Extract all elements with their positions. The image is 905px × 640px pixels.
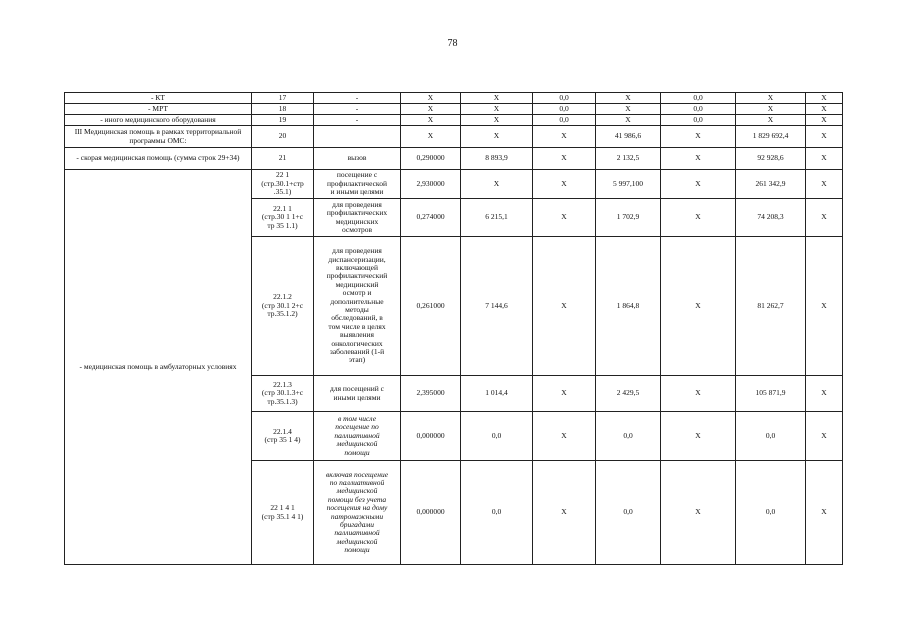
value-cell-c5: X (661, 126, 736, 148)
row-code: 22.1.4 (стр 35 1 4) (252, 412, 314, 461)
value-cell-c1: X (401, 93, 461, 104)
value-cell-c6: X (736, 115, 806, 126)
row-label: III Медицинская помощь в рамках территориальной программы ОМС: (65, 126, 252, 148)
value-cell-c6: 261 342,9 (736, 170, 806, 199)
value-cell-c7: X (806, 376, 843, 412)
value-cell-c6: 0,0 (736, 461, 806, 565)
row-unit: - (314, 115, 401, 126)
value-cell-c2: X (461, 115, 533, 126)
value-cell-c4: X (596, 93, 661, 104)
value-cell-c6: 0,0 (736, 412, 806, 461)
row-unit: - (314, 104, 401, 115)
value-cell-c1: 0,000000 (401, 412, 461, 461)
table-body (65, 93, 843, 565)
value-cell-c5: X (661, 199, 736, 237)
value-cell-c1: 0,000000 (401, 461, 461, 565)
row-unit: вызов (314, 148, 401, 170)
value-cell-c4: 0,0 (596, 412, 661, 461)
value-cell-c7: X (806, 237, 843, 376)
value-cell-c1: 2,395000 (401, 376, 461, 412)
row-code: 22 1 4 1 (стр 35.1 4 1) (252, 461, 314, 565)
value-cell-c2: 8 893,9 (461, 148, 533, 170)
value-cell-c1: X (401, 126, 461, 148)
row-unit: для проведения диспансеризации, включающей профилактический медицинский осмотр и дополнительные методы обследований, в том числе в целях выявления онкологических заболеваний (1-й этап) (314, 237, 401, 376)
value-cell-c3: X (533, 376, 596, 412)
financing-table (64, 92, 843, 565)
value-cell-c2: X (461, 104, 533, 115)
value-cell-c6: 1 829 692,4 (736, 126, 806, 148)
value-cell-c5: X (661, 170, 736, 199)
row-label: - КТ (65, 93, 252, 104)
row-code: 19 (252, 115, 314, 126)
value-cell-c3: X (533, 148, 596, 170)
table-row (65, 104, 843, 115)
value-cell-c1: X (401, 104, 461, 115)
value-cell-c4: 2 132,5 (596, 148, 661, 170)
value-cell-c7: X (806, 104, 843, 115)
value-cell-c3: X (533, 412, 596, 461)
value-cell-c4: 1 702,9 (596, 199, 661, 237)
value-cell-c2: 0,0 (461, 412, 533, 461)
value-cell-c5: X (661, 237, 736, 376)
row-code: 18 (252, 104, 314, 115)
value-cell-c2: X (461, 170, 533, 199)
value-cell-c7: X (806, 412, 843, 461)
value-cell-c1: 0,274000 (401, 199, 461, 237)
value-cell-c4: 5 997,100 (596, 170, 661, 199)
value-cell-c2: X (461, 126, 533, 148)
row-code: 20 (252, 126, 314, 148)
outpatient-label: - медицинская помощь в амбулаторных условиях (65, 170, 252, 565)
value-cell-c1: 0,290000 (401, 148, 461, 170)
value-cell-c1: 2,930000 (401, 170, 461, 199)
value-cell-c4: X (596, 104, 661, 115)
row-unit: посещение с профилактической и иными целями (314, 170, 401, 199)
row-label: - МРТ (65, 104, 252, 115)
row-code: 22.1.3 (стр 30.1.3+с тр.35.1.3) (252, 376, 314, 412)
row-label: - иного медицинского оборудования (65, 115, 252, 126)
row-unit: включая посещение по паллиативной медицинской помощи без учета посещения на дому патронажными бригадами паллиативной медицинской помощи (314, 461, 401, 565)
row-unit: в том числе посещение по паллиативной медицинской помощи (314, 412, 401, 461)
value-cell-c6: 92 928,6 (736, 148, 806, 170)
row-unit: - (314, 93, 401, 104)
value-cell-c5: X (661, 461, 736, 565)
value-cell-c3: X (533, 237, 596, 376)
table-row (65, 93, 843, 104)
value-cell-c3: 0,0 (533, 93, 596, 104)
page-number: 78 (447, 38, 458, 49)
row-unit: для посещений с иными целями (314, 376, 401, 412)
value-cell-c2: 7 144,6 (461, 237, 533, 376)
table-row (65, 170, 843, 199)
value-cell-c5: 0,0 (661, 93, 736, 104)
value-cell-c5: 0,0 (661, 104, 736, 115)
value-cell-c6: X (736, 93, 806, 104)
value-cell-c4: 41 986,6 (596, 126, 661, 148)
value-cell-c7: X (806, 115, 843, 126)
value-cell-c6: 105 871,9 (736, 376, 806, 412)
value-cell-c5: X (661, 412, 736, 461)
value-cell-c5: 0,0 (661, 115, 736, 126)
value-cell-c3: X (533, 170, 596, 199)
value-cell-c3: 0,0 (533, 115, 596, 126)
value-cell-c1: X (401, 115, 461, 126)
row-code: 22.1.2 (стр 30.1 2+с тр.35.1.2) (252, 237, 314, 376)
row-code: 17 (252, 93, 314, 104)
value-cell-c4: X (596, 115, 661, 126)
value-cell-c7: X (806, 148, 843, 170)
value-cell-c3: X (533, 461, 596, 565)
value-cell-c7: X (806, 199, 843, 237)
table-row (65, 148, 843, 170)
row-code: 21 (252, 148, 314, 170)
value-cell-c7: X (806, 93, 843, 104)
value-cell-c5: X (661, 148, 736, 170)
value-cell-c7: X (806, 461, 843, 565)
value-cell-c2: X (461, 93, 533, 104)
value-cell-c5: X (661, 376, 736, 412)
value-cell-c6: 74 208,3 (736, 199, 806, 237)
table-row (65, 126, 843, 148)
value-cell-c3: X (533, 199, 596, 237)
value-cell-c4: 0,0 (596, 461, 661, 565)
value-cell-c7: X (806, 126, 843, 148)
value-cell-c2: 6 215,1 (461, 199, 533, 237)
value-cell-c6: 81 262,7 (736, 237, 806, 376)
row-code: 22.1 1 (стр.30 1 1+с тр 35 1.1) (252, 199, 314, 237)
table-row (65, 115, 843, 126)
value-cell-c6: X (736, 104, 806, 115)
value-cell-c4: 1 864,8 (596, 237, 661, 376)
value-cell-c4: 2 429,5 (596, 376, 661, 412)
row-unit (314, 126, 401, 148)
value-cell-c3: 0,0 (533, 104, 596, 115)
row-unit: для проведения профилактических медицинских осмотров (314, 199, 401, 237)
value-cell-c7: X (806, 170, 843, 199)
value-cell-c2: 1 014,4 (461, 376, 533, 412)
row-label: - скорая медицинская помощь (сумма строк 29+34) (65, 148, 252, 170)
value-cell-c3: X (533, 126, 596, 148)
value-cell-c1: 0,261000 (401, 237, 461, 376)
value-cell-c2: 0,0 (461, 461, 533, 565)
row-code: 22 1 (стр.30.1+стр .35.1) (252, 170, 314, 199)
